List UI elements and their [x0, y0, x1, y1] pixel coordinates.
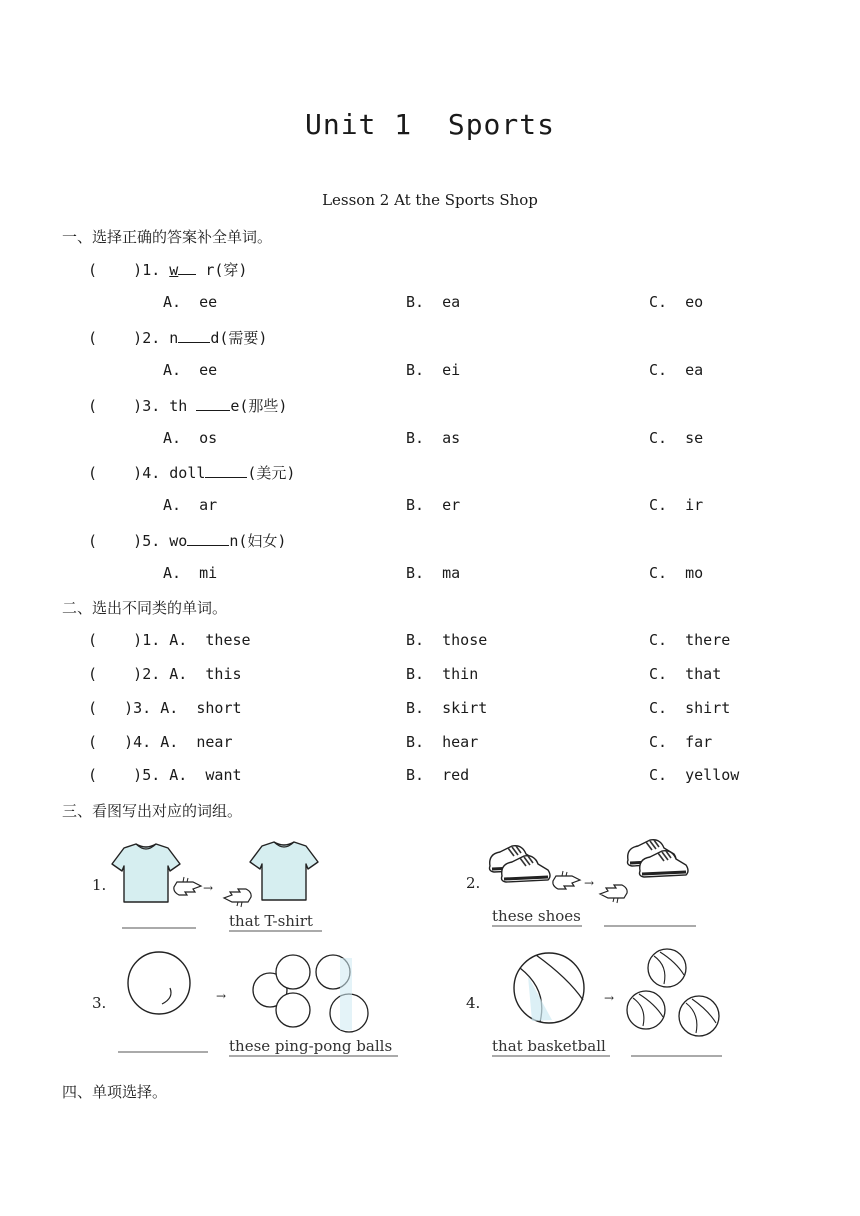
answer-paren[interactable]: ( ) — [88, 261, 143, 279]
answer-paren[interactable]: ( ) — [88, 631, 143, 649]
pointing-hand-icon — [600, 885, 627, 903]
option-c: C. ir — [649, 496, 704, 514]
option-a: A. short — [160, 699, 242, 717]
shoes-image — [628, 840, 689, 877]
option-c: C. ea — [649, 361, 704, 379]
arrow-icon: → — [216, 989, 227, 1003]
ping-pong-balls-image — [253, 955, 368, 1032]
basketballs-image — [627, 949, 719, 1036]
question-number: 3. — [142, 397, 161, 415]
option-a: A. these — [169, 631, 251, 649]
question-number: 2. — [142, 665, 161, 683]
option-a: A. near — [160, 733, 233, 751]
option-b: B. er — [406, 496, 461, 514]
option-b: B. thin — [406, 665, 479, 683]
question-number: 5. — [142, 766, 161, 784]
option-c: C. eo — [649, 293, 704, 311]
option-b: B. ea — [406, 293, 461, 311]
arrow-icon: → — [604, 991, 615, 1005]
option-c: C. far — [649, 733, 713, 751]
picture-number-1: 1. — [92, 876, 107, 894]
option-c: C. there — [649, 631, 731, 649]
word-prefix: wo — [169, 532, 188, 550]
answer-paren[interactable]: ( ) — [88, 397, 143, 415]
picture-number-4: 4. — [466, 994, 481, 1012]
answer-paren[interactable]: ( ) — [88, 532, 143, 550]
phrase-label: that basketball — [492, 1037, 606, 1055]
pointing-hand-icon — [224, 889, 251, 907]
section-1-heading: 一、选择正确的答案补全单词。 — [62, 228, 273, 246]
lesson-subtitle: Lesson 2 At the Sports Shop — [322, 191, 538, 209]
answer-paren[interactable]: ( ) — [88, 464, 143, 482]
word-suffix: (美元) — [247, 464, 296, 482]
word-prefix: n — [169, 329, 179, 347]
pointing-hand-icon — [553, 871, 580, 889]
question-number: 5. — [142, 532, 161, 550]
option-b: B. red — [406, 766, 470, 784]
section-4-heading: 四、单项选择。 — [62, 1083, 168, 1101]
option-c: C. that — [649, 665, 722, 683]
option-a: A. want — [169, 766, 242, 784]
phrase-label: these shoes — [492, 907, 581, 925]
section-2-heading: 二、选出不同类的单词。 — [62, 599, 228, 617]
shoes-image — [490, 846, 551, 882]
question-number: 1. — [142, 261, 161, 279]
section-3-heading: 三、看图写出对应的词组。 — [62, 802, 243, 820]
option-c: C. mo — [649, 564, 704, 582]
option-b: B. those — [406, 631, 488, 649]
word-suffix: d(需要) — [210, 329, 268, 347]
answer-paren[interactable]: ( ) — [88, 766, 143, 784]
word-suffix: n(妇女) — [229, 532, 287, 550]
phrase-label: that T-shirt — [229, 912, 313, 930]
tshirt-image — [112, 844, 180, 902]
word-suffix: e(那些) — [230, 397, 288, 415]
option-b: B. hear — [406, 733, 479, 751]
arrow-icon: → — [203, 881, 214, 895]
option-b: B. ei — [406, 361, 461, 379]
question-number: 4. — [142, 464, 161, 482]
answer-paren[interactable]: ( ) — [88, 329, 143, 347]
question-number: 4. — [133, 733, 152, 751]
option-a: A. this — [169, 665, 242, 683]
option-a: A. ar — [163, 496, 218, 514]
option-a: A. ee — [163, 361, 218, 379]
word-prefix: w — [169, 261, 179, 279]
arrow-icon: → — [584, 876, 595, 890]
option-c: C. shirt — [649, 699, 731, 717]
picture-number-2: 2. — [466, 874, 481, 892]
question-number: 1. — [142, 631, 161, 649]
option-b: B. as — [406, 429, 461, 447]
answer-paren[interactable]: ( ) — [88, 699, 134, 717]
option-c: C. yellow — [649, 766, 740, 784]
option-a: A. mi — [163, 564, 218, 582]
question-number: 2. — [142, 329, 161, 347]
picture-number-3: 3. — [92, 994, 107, 1012]
basketball-image — [514, 953, 584, 1023]
tshirt-image — [250, 842, 318, 900]
pointing-hand-icon — [174, 877, 201, 895]
word-prefix: th — [169, 397, 197, 415]
question-number: 3. — [133, 699, 152, 717]
answer-paren[interactable]: ( ) — [88, 665, 143, 683]
option-a: A. os — [163, 429, 218, 447]
word-prefix: doll — [169, 464, 206, 482]
phrase-label: these ping-pong balls — [229, 1037, 393, 1055]
option-b: B. ma — [406, 564, 461, 582]
option-b: B. skirt — [406, 699, 488, 717]
option-a: A. ee — [163, 293, 218, 311]
word-suffix: r(穿) — [196, 261, 248, 279]
page-title: Unit 1 Sports — [304, 108, 555, 141]
answer-paren[interactable]: ( ) — [88, 733, 134, 751]
ping-pong-ball-image — [128, 952, 190, 1014]
option-c: C. se — [649, 429, 704, 447]
